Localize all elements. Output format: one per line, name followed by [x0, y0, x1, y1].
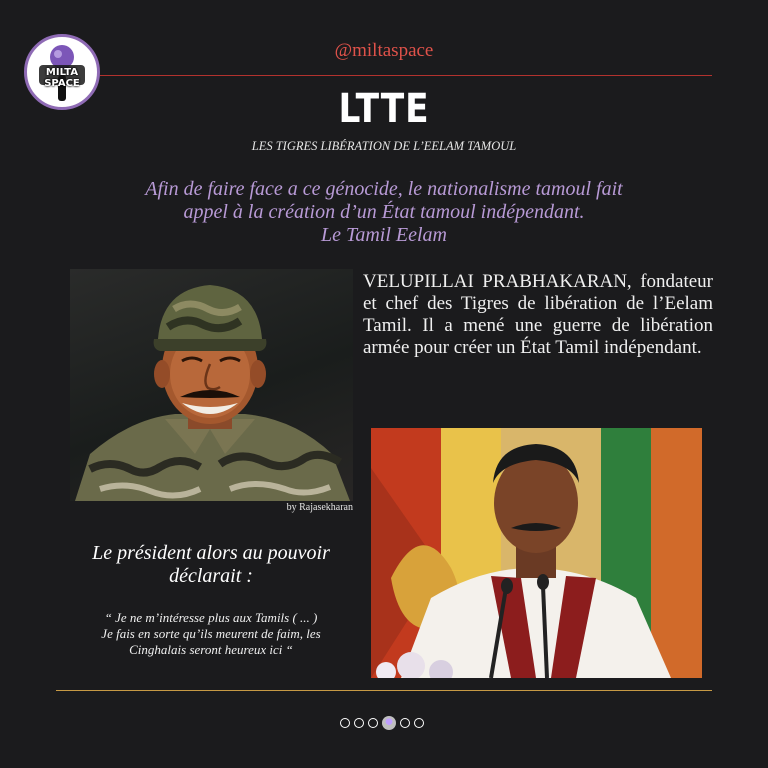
page-subtitle: LES TIGRES LIBÉRATION DE L’EELAM TAMOUL [251, 139, 517, 153]
bottom-divider [56, 690, 712, 691]
intro-line-3: Le Tamil Eelam [321, 224, 447, 246]
prabhakaran-portrait [70, 269, 353, 501]
social-handle: @miltaspace [334, 40, 434, 61]
page-dot-2[interactable] [354, 718, 364, 728]
quote-line-3: Cinghalais seront heureux ici “ [129, 642, 293, 657]
logo-text-line2: SPACE [44, 78, 80, 89]
page-dot-6[interactable] [414, 718, 424, 728]
president-quote [56, 610, 366, 658]
president-label-line-2: déclarait : [169, 565, 253, 587]
page-title: LTTE [338, 86, 430, 132]
page-dot-3[interactable] [368, 718, 378, 728]
president-label-line-1: Le président alors au pouvoir [92, 542, 330, 564]
page-dot-1[interactable] [340, 718, 350, 728]
intro-line-1: Afin de faire face a ce génocide, le nationalisme tamoul fait [145, 178, 623, 200]
intro-text [60, 178, 708, 247]
bio-name: VELUPILLAI PRABHAKARAN, [363, 271, 632, 292]
bio-description: fondateur et chef des Tigres de libération de l’Eelam Tamil. Il a mené une guerre de libération armée pour créer un État Tamil indépendant. [363, 271, 713, 358]
logo-text-line1: MILTA [45, 67, 79, 78]
intro-line-2: appel à la création d’un État tamoul indépendant. [183, 201, 585, 223]
president-photo [371, 428, 702, 678]
president-label [56, 542, 366, 588]
page-dot-4-current[interactable] [382, 716, 396, 730]
bio-text [363, 271, 713, 359]
carousel-pagination[interactable] [340, 716, 424, 732]
portrait-credit: by Rajasekharan [286, 502, 353, 513]
top-divider [100, 75, 712, 76]
quote-line-2: Je fais en sorte qu’ils meurent de faim, les [101, 626, 321, 641]
page-dot-5[interactable] [400, 718, 410, 728]
quote-line-1: “ Je ne m’intéresse plus aux Tamils ( ... ) [104, 610, 318, 625]
